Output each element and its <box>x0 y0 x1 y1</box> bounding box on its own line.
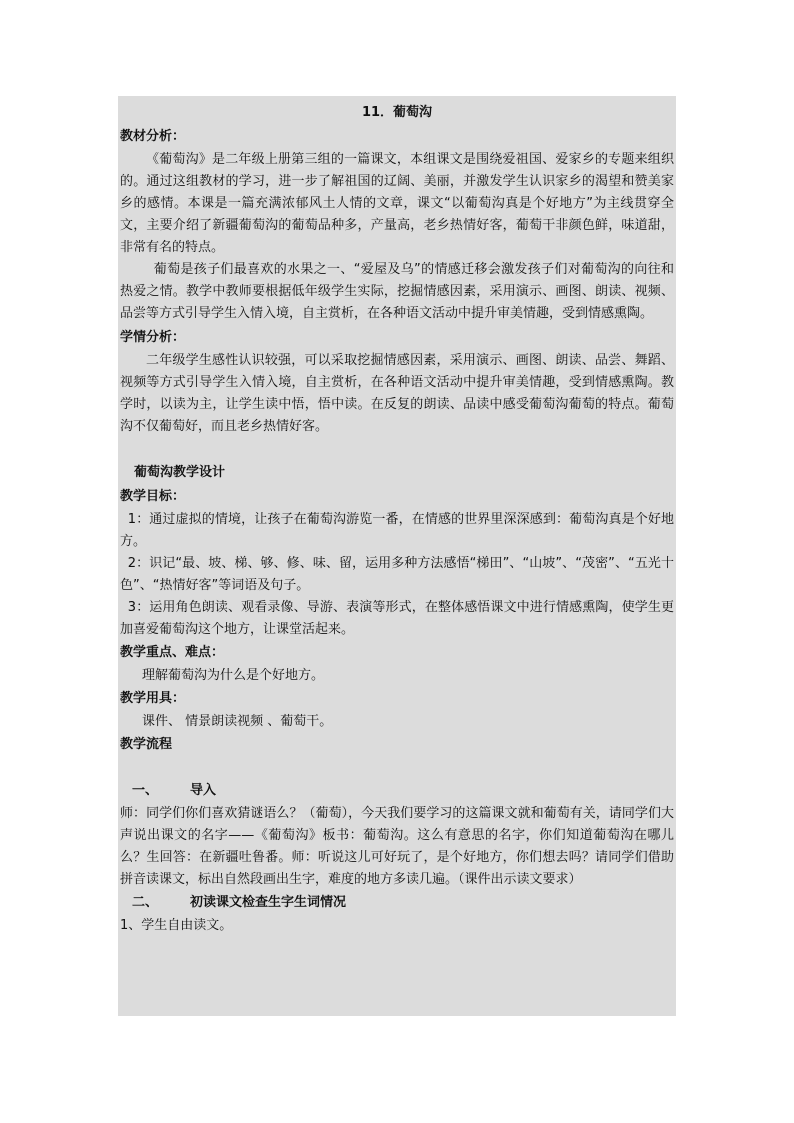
teaching-tools-text: 课件、 情景朗读视频 、葡萄干。 <box>142 714 333 729</box>
process-step-1-text: 师：同学们你们喜欢猜谜语么？（葡萄），今天我们要学习的这篇课文就和葡萄有关，请同学们大声说出课文的名字——《葡萄沟》板书：葡萄沟。这么有意思的名字，你们知道葡萄沟在哪儿么？生回答：在新疆吐鲁番。师：听说这儿可好玩了，是个好地方，你们想去吗？请同学们借助拼音读课文，标出自然段画出生字，难度的地方多读几遍。（课件出示读文要求） <box>120 806 674 887</box>
process-step-1-number: 一、 <box>132 783 159 798</box>
textbook-analysis-paragraph-1: 《葡萄沟》是二年级上册第三组的一篇课文，本组课文是围绕爱祖国、爱家乡的专题来组织的。通过这组教材的学习，进一步了解祖国的辽阔、美丽，并激发学生认识家乡的渴望和赞美家乡的感情。本课是一篇充满浓郁风土人情的文章，课文“以葡萄沟真是个好地方”为主线贯穿全文，主要介绍了新疆葡萄沟的葡萄品种多，产量高，老乡热情好客，葡萄干非颜色鲜，味道甜，非常有名的特点。 <box>120 152 674 255</box>
process-step-2-heading <box>120 891 674 915</box>
student-analysis-paragraph-1: 二年级学生感性认识较强，可以采取挖掘情感因素，采用演示、画图、朗读、品尝、舞蹈、视频等方式引导学生入情入境，自主赏析，在各种语文活动中提升审美情趣，受到情感熏陶。教学时，以读为主，让学生读中悟，悟中读。在反复的朗读、品读中感受葡萄沟葡萄的特点。葡萄沟不仅葡萄好，而且老乡热情好客。 <box>120 353 674 434</box>
document-title: 11．葡萄沟 <box>361 105 433 120</box>
teaching-goal-1: 1：通过虚拟的情境，让孩子在葡萄沟游览一番，在情感的世界里深深感到：葡萄沟真是个好地方。 <box>120 512 674 549</box>
key-points-heading: 教学重点、难点： <box>120 645 225 660</box>
process-step-2-label: 初读课文检查生字生词情况 <box>190 895 347 910</box>
key-points-text: 理解葡萄沟为什么是个好地方。 <box>142 668 325 683</box>
textbook-analysis-paragraph-2: 葡萄是孩子们最喜欢的水果之一、“爱屋及乌”的情感迁移会激发孩子们对葡萄沟的向往和热爱之情。教学中教师要根据低年级学生实际，挖掘情感因素，采用演示、画图、朗读、视频、品尝等方式引导学生入情入境，自主赏析，在各种语文活动中提升审美情趣，受到情感熏陶。 <box>120 262 674 321</box>
textbook-analysis-heading: 教材分析： <box>120 129 186 144</box>
document-page <box>118 96 676 1016</box>
blank-line <box>120 757 674 779</box>
teaching-goal-3: 3：运用角色朗读、观看录像、导游、表演等形式，在整体感悟课文中进行情感熏陶，使学生更加喜爱葡萄沟这个地方，让课堂活起来。 <box>120 600 674 637</box>
teaching-tools-heading: 教学用具： <box>120 691 186 706</box>
process-step-1-label: 导入 <box>190 783 217 798</box>
teaching-goal-2: 2：识记“最、坡、梯、够、修、味、留，运用多种方法感悟“梯田”、“山坡”、“茂密”、“五光十色”、“热情好客”等词语及句子。 <box>120 556 674 593</box>
blank-line <box>120 438 674 460</box>
teaching-process-heading: 教学流程 <box>120 737 173 752</box>
teaching-goals-heading: 教学目标： <box>120 489 186 504</box>
process-step-2-text: 1、学生自由读文。 <box>120 918 233 933</box>
process-step-2-number: 二、 <box>132 895 159 910</box>
design-title: 葡萄沟教学设计 <box>134 465 226 480</box>
student-analysis-heading: 学情分析： <box>120 330 186 345</box>
process-step-1-heading <box>120 779 674 803</box>
